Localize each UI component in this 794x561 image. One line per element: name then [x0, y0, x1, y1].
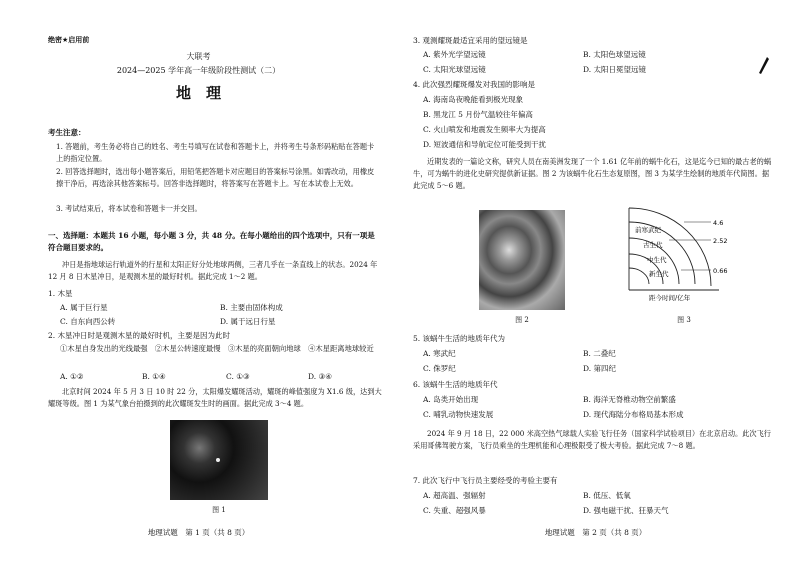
q7-option-c[interactable]: C. 失重、超强风暴 — [423, 506, 486, 515]
figure-1-caption: 图 1 — [212, 506, 226, 514]
q5-option-b[interactable]: B. 二叠纪 — [583, 349, 616, 358]
footer-page-1: 地理试题 第 1 页（共 8 页） — [147, 528, 250, 537]
intro-q3-4: 北京时间 2024 年 5 月 3 日 10 时 22 分，太阳爆发耀斑活动，耀斑的峰值强度为 X1.6 级，达到大耀斑等级。图 1 为某气象台拍摄到的此次耀斑发生时的画面。据此完成 3～4 题。 — [48, 387, 382, 408]
secret-tag: 绝密★启用前 — [48, 36, 90, 44]
q4-option-b[interactable]: B. 黑龙江 5 月份气温较往年偏高 — [423, 110, 533, 119]
q5-option-a[interactable]: A. 寒武纪 — [423, 349, 456, 358]
notice-1: 1. 答题前，考生务必将自己的姓名、考生号填写在试卷和答题卡上，并将考生号条形码粘贴在答题卡上的指定位置。 — [56, 142, 375, 163]
q3-option-a[interactable]: A. 紫外光学望远镜 — [423, 50, 486, 59]
footer-page-2: 地理试题 第 2 页（共 8 页） — [544, 528, 647, 537]
q6-option-d[interactable]: D. 现代海陆分布格局基本形成 — [583, 410, 684, 419]
q5-option-d[interactable]: D. 第四纪 — [583, 364, 617, 373]
q6-stem: 6. 该蜗牛生活的地质年代 — [413, 380, 498, 389]
notice-3: 3. 考试结束后，将本试卷和答题卡一并交回。 — [56, 204, 202, 213]
fig3-value-066: 0.66 — [713, 267, 728, 275]
fig3-label-mesozoic: 中生代 — [647, 256, 667, 264]
fig3-axis-label: 距今时间/亿年 — [649, 294, 691, 302]
q4-option-d[interactable]: D. 短波通信和导航定位可能受到干扰 — [423, 140, 547, 149]
q7-option-b[interactable]: B. 低压、低氧 — [583, 491, 631, 500]
q5-option-c[interactable]: C. 侏罗纪 — [423, 364, 456, 373]
q2-option-d[interactable]: D. ③④ — [308, 372, 332, 381]
exam-title: 2024—2025 学年高一年级阶段性测试（二） — [116, 66, 281, 75]
intro-q5-6: 近期发表的一篇论文称，研究人员在南美洲发现了一个 1.61 亿年前的蜗牛化石，这是迄今已知的最古老的蜗牛，可为蜗牛的进化史研究提供新证据。图 2 为该蜗牛化石生态复原图，图 3 为某学生绘制的地质年代简图。据此完成 5～6 题。 — [413, 157, 772, 190]
q6-option-a[interactable]: A. 岛类开始出现 — [423, 395, 479, 404]
q7-stem: 7. 此次飞行中飞行员主要经受的考验主要有 — [413, 476, 558, 485]
q2-items: ①木星自身发出的光线最强 ②木星公转速度最慢 ③木星的亮面朝向地球 ④木星距离地球较近 — [60, 344, 374, 353]
intro-q7-8: 2024 年 9 月 18 日，22 000 米高空热气球载人实验飞行任务（国家科学试验项目）在北京启动。此次飞行采用哥佛驾驶方案，飞行员乘坐的生理机能和心理极限受了极大考验。据此完成 7～8 题。 — [413, 429, 771, 450]
section-title: 一、选择题：本题共 16 小题，每小题 3 分，共 48 分。在每小题给出的四个选项中，只有一项是符合题目要求的。 — [48, 231, 375, 252]
q1-option-d[interactable]: D. 属于远日行星 — [220, 317, 276, 326]
q2-option-c[interactable]: C. ①③ — [226, 372, 250, 381]
flare-spot — [216, 458, 220, 462]
fig3-value-252: 2.52 — [713, 237, 728, 245]
figure-1-flare-photo — [170, 420, 268, 500]
q3-option-d[interactable]: D. 太阳日冕望远镜 — [583, 65, 647, 74]
q1-option-a[interactable]: A. 属于巨行星 — [60, 303, 108, 312]
q7-option-d[interactable]: D. 强电磁干扰、狂暴天气 — [583, 506, 669, 515]
q3-option-c[interactable]: C. 太阳光球望远镜 — [423, 65, 486, 74]
fig3-value-46: 4.6 — [713, 219, 724, 227]
q2-stem: 2. 木星冲日时是观测木星的最好时机，主要是因为此时 — [48, 331, 231, 340]
q2-option-b[interactable]: B. ①④ — [142, 372, 166, 381]
q1-stem: 1. 木星 — [48, 289, 73, 298]
q1-option-c[interactable]: C. 自东向西公转 — [60, 317, 116, 326]
q6-option-c[interactable]: C. 哺乳动物快速发展 — [423, 410, 494, 419]
figure-2-caption: 图 2 — [515, 316, 529, 324]
subject-title: 地 理 — [175, 84, 221, 102]
q6-option-b[interactable]: B. 海洋无脊椎动物空前繁盛 — [583, 395, 676, 404]
notice-heading: 考生注意： — [48, 128, 86, 137]
fig3-label-cenozoic: 新生代 — [649, 270, 669, 278]
q2-option-a[interactable]: A. ①② — [60, 372, 84, 381]
fig3-label-precambrian: 前寒武纪 — [635, 226, 661, 234]
q1-option-b[interactable]: B. 主要由固体构成 — [220, 303, 283, 312]
fig3-label-paleozoic: 古生代 — [643, 241, 663, 249]
figure-3-geologic-spiral — [609, 200, 759, 305]
q4-option-a[interactable]: A. 海南岛夜晚能看到极光现象 — [423, 95, 524, 104]
page-right — [397, 0, 794, 561]
figure-3-caption: 图 3 — [677, 316, 691, 324]
exam-org: 大联考 — [186, 52, 211, 61]
q3-option-b[interactable]: B. 太阳色球望远镜 — [583, 50, 646, 59]
q4-stem: 4. 此次强烈耀斑爆发对我国的影响是 — [413, 80, 536, 89]
q3-stem: 3. 观测耀斑最适宜采用的望远镜是 — [413, 36, 528, 45]
notice-2: 2. 回答选择题时，选出每小题答案后，用铅笔把答题卡对应题目的答案标号涂黑。如需改动，用橡皮擦干净后，再选涂其他答案标号。回答非选择题时，将答案写在答题卡上。写在本试卷上无效。 — [56, 167, 375, 188]
q4-option-c[interactable]: C. 火山喷发和地震发生频率大为提高 — [423, 125, 546, 134]
q5-stem: 5. 该蜗牛生活的地质年代为 — [413, 334, 506, 343]
intro-q1-2: 冲日是指地球运行轨道外的行星和太阳正好分处地球两侧，三者几乎在一条直线上的状态。2024 年 12 月 8 日木星冲日，是观测木星的最好时机。据此完成 1～2 题。 — [48, 260, 378, 281]
figure-2-snail-fossil — [479, 210, 565, 310]
q7-option-a[interactable]: A. 超高温、强辐射 — [423, 491, 486, 500]
pen-mark-icon — [757, 56, 771, 76]
